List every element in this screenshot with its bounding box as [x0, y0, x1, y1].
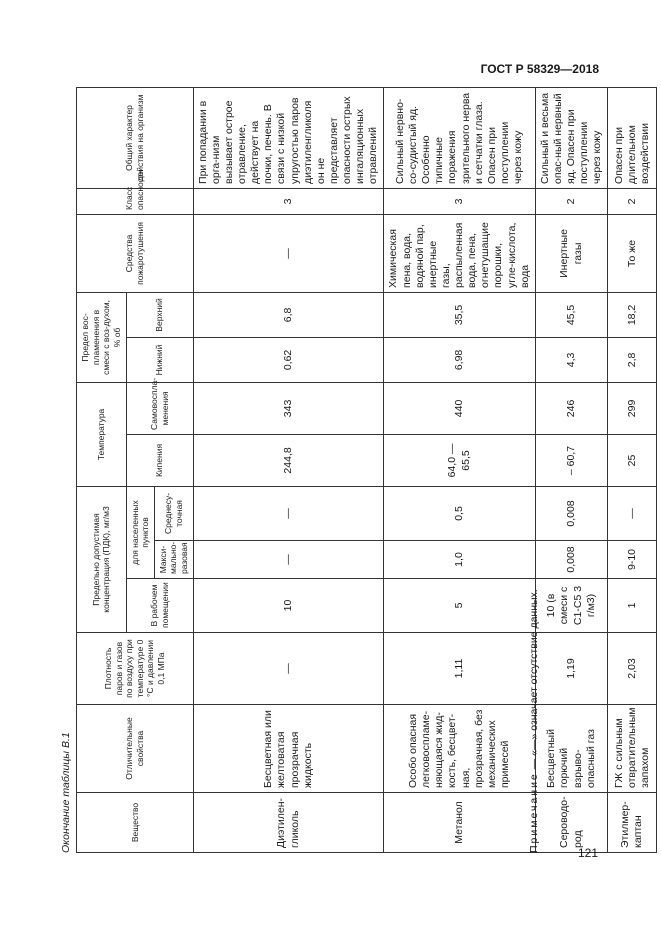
cell-effect: Сильный нервно-со-судистый яд. Особенно типичные поражения зрительного нерва и сетчатки глаза. Опасен при поступлении через кожу	[384, 87, 535, 188]
cell-mpc-work: 10	[193, 579, 384, 633]
table-note	[528, 88, 540, 853]
cell-extinguishing: Инертные газы	[535, 214, 608, 292]
cell-mpc-avg: 0,008	[535, 486, 608, 540]
cell-lower-limit: 6,98	[384, 337, 535, 382]
header-mpc-max: Макси-мально-разовая	[154, 541, 193, 579]
standard-code: ГОСТ Р 58329—2018	[480, 62, 599, 76]
cell-lower-limit: 0,62	[193, 337, 384, 382]
header-boiling: Кипения	[126, 434, 193, 486]
cell-hazard-class: 2	[535, 188, 608, 214]
header-mpc-group: Предельно допустимая концентрация (ПДК), мг/м3	[77, 486, 127, 632]
cell-upper-limit: 18,2	[608, 292, 657, 337]
table-row	[193, 87, 384, 852]
data-table	[76, 87, 657, 853]
cell-mpc-work: 1	[608, 579, 657, 633]
cell-mpc-avg: —	[193, 486, 384, 540]
cell-autoignition: 440	[384, 382, 535, 434]
cell-effect: При попадании в орга-низм вызывает острое отравление, действует на почки, печень. В связи с низкой упругостью паров диэтиленгликоля он не представляет опасности острых ингаляционных отравлений	[193, 87, 384, 188]
page-number: 121	[578, 846, 599, 860]
header-mpc-work: В рабочем помещении	[126, 579, 193, 633]
header-substance: Вещество	[77, 793, 194, 853]
cell-density: —	[193, 633, 384, 705]
cell-upper-limit: 35,5	[384, 292, 535, 337]
header-temperature-group: Температура	[77, 382, 127, 486]
cell-mpc-avg: —	[608, 486, 657, 540]
cell-mpc-max: 9-10	[608, 541, 657, 579]
note-label: Примечание	[528, 772, 540, 853]
header-properties: Отличительные свойства	[77, 705, 194, 793]
cell-boiling: 244,8	[193, 434, 384, 486]
cell-effect: Опасен при длительном воздействии	[608, 87, 657, 188]
cell-mpc-max: —	[193, 541, 384, 579]
cell-substance: Диэтилен-гликоль	[193, 793, 384, 853]
cell-mpc-work: 5	[384, 579, 535, 633]
cell-upper-limit: 6,8	[193, 292, 384, 337]
cell-autoignition: 299	[608, 382, 657, 434]
cell-substance: Этилмер-каптан	[608, 793, 657, 853]
cell-extinguishing: —	[193, 214, 384, 292]
cell-mpc-max: 1,0	[384, 541, 535, 579]
note-text: — «—» означает отсутствие данных.	[528, 589, 540, 770]
header-upper-limit: Верхний	[126, 292, 193, 337]
cell-effect: Сильный и весьма опас-ный нервный яд. Опасен при поступлении через кожу	[535, 87, 608, 188]
cell-mpc-avg: 0,5	[384, 486, 535, 540]
cell-mpc-max: 0,008	[535, 541, 608, 579]
cell-properties: ГЖ с сильным отвратительным запахом	[608, 705, 657, 793]
header-effect: Общий характер действия на организм	[77, 87, 194, 188]
cell-properties: Бесцветный горючий взрыво-опасный газ	[535, 705, 608, 793]
cell-properties: Особо опасная легковоспламе-няющаяся жид-кость, бесцвет-ная, прозрачная, без механических примесей	[384, 705, 535, 793]
header-hazard-class: Класс опасности	[77, 188, 194, 214]
header-lower-limit: Нижний	[126, 337, 193, 382]
cell-extinguishing: Химическая пена, вода, водяной пар, инертные газы, распыленная вода, пена, огнетушащие порошки, угле-кислота, вода	[384, 214, 535, 292]
cell-boiling: 25	[608, 434, 657, 486]
table-row	[608, 87, 657, 852]
header-mpc-settlements: для населенных пунктов	[126, 486, 154, 578]
header-density: Плотность паров и газов по воздуху при температуре 0 °С и давлении 0,1 МПа	[77, 633, 194, 705]
cell-autoignition: 246	[535, 382, 608, 434]
cell-substance: Сероводо-род	[535, 793, 608, 853]
cell-density: 2,03	[608, 633, 657, 705]
header-row-1	[77, 87, 127, 852]
header-limit-group: Предел вос-пламенения в смеси с воз-духом, % об	[77, 292, 127, 382]
cell-substance: Метанол	[384, 793, 535, 853]
header-extinguishing: Средства пожаротушения	[77, 214, 194, 292]
cell-properties: Бесцветная или желтоватая прозрачная жидкость	[193, 705, 384, 793]
table-caption: Окончание таблицы В.1	[60, 732, 72, 853]
cell-hazard-class: 3	[193, 188, 384, 214]
cell-mpc-work: 10 (в смеси с С1-С5 3 г/м3)	[535, 579, 608, 633]
cell-lower-limit: 4,3	[535, 337, 608, 382]
cell-extinguishing: То же	[608, 214, 657, 292]
cell-density: 1,19	[535, 633, 608, 705]
cell-boiling: – 60,7	[535, 434, 608, 486]
header-autoignition: Самовоспла-менения	[126, 382, 193, 434]
cell-upper-limit: 45,5	[535, 292, 608, 337]
cell-density: 1,11	[384, 633, 535, 705]
table-row	[384, 87, 535, 852]
cell-autoignition: 343	[193, 382, 384, 434]
cell-hazard-class: 3	[384, 188, 535, 214]
table-row	[535, 87, 608, 852]
cell-lower-limit: 2,8	[608, 337, 657, 382]
cell-hazard-class: 2	[608, 188, 657, 214]
header-mpc-avg: Среднесу-точная	[154, 486, 193, 540]
cell-boiling: 64,0 —65,5	[384, 434, 535, 486]
